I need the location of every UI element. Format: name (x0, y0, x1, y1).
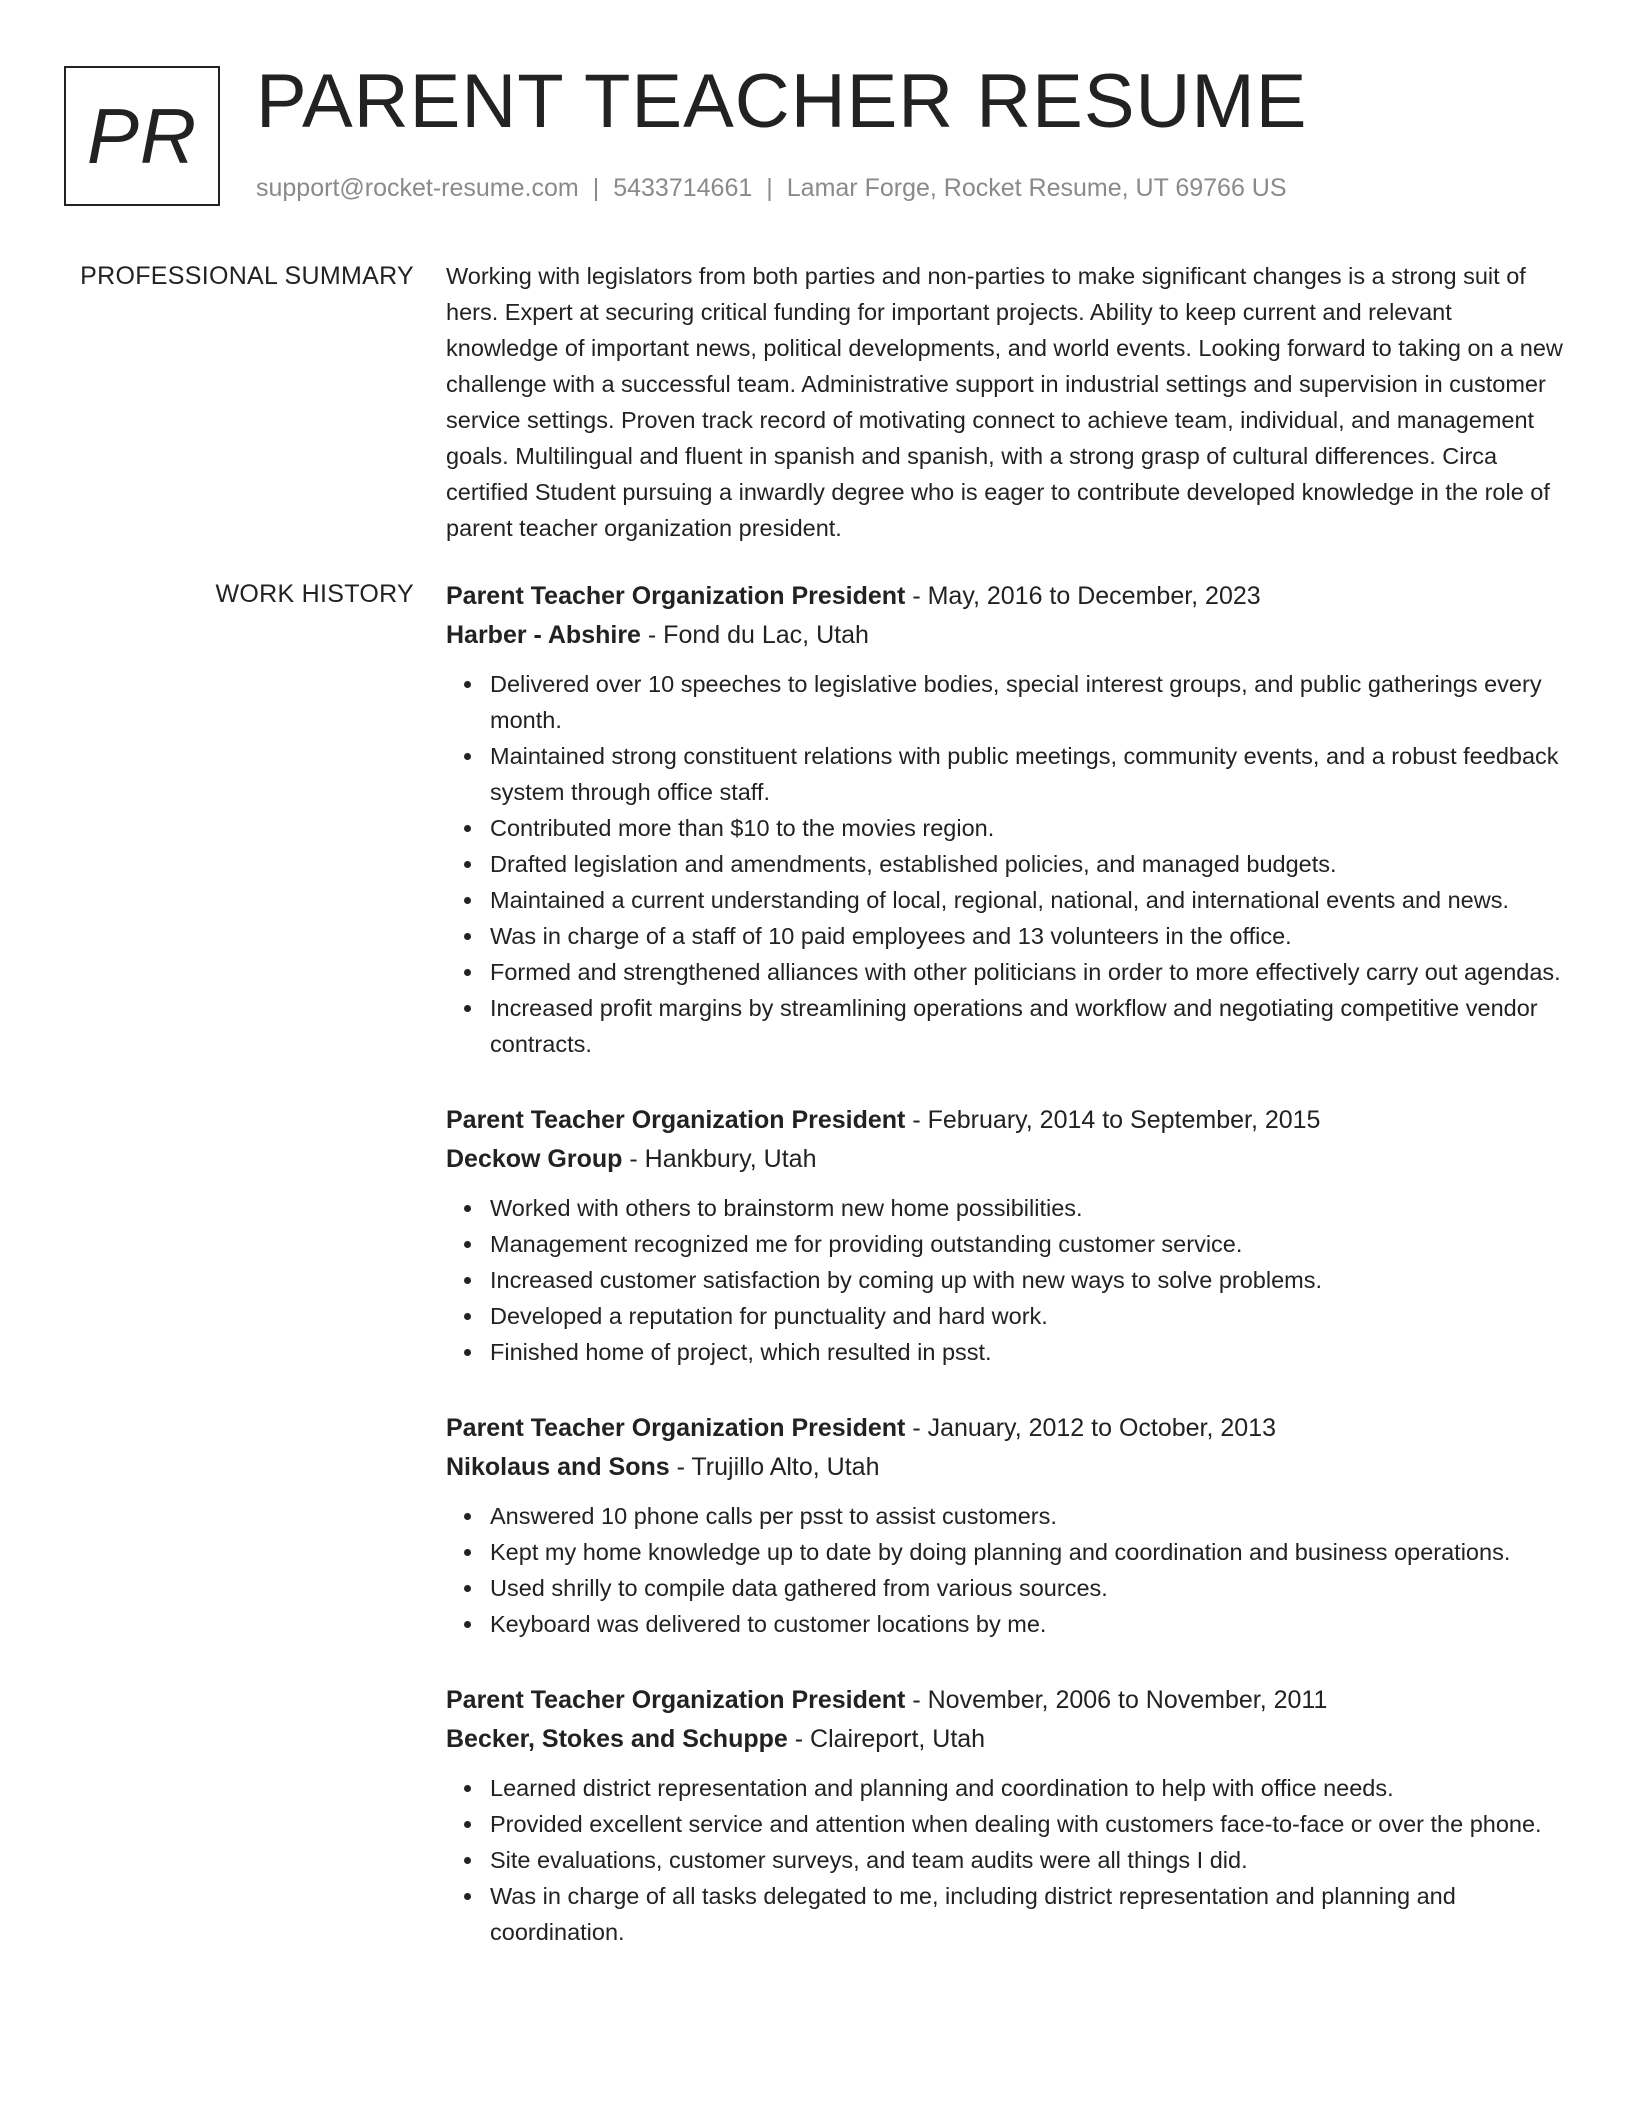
job-bullet: Was in charge of all tasks delegated to me, including district representation and planning and coordination. (490, 1878, 1568, 1950)
monogram-logo: PR (64, 66, 220, 206)
job-title-line (446, 1680, 1568, 1720)
job-bullet: Contributed more than $10 to the movies region. (490, 810, 1568, 846)
job-title: Parent Teacher Organization President (446, 1686, 906, 1714)
company-location: - Trujillo Alto, Utah (669, 1453, 880, 1481)
job-list (446, 576, 1568, 1988)
job-title-line (446, 1408, 1568, 1448)
job-entry (446, 1680, 1568, 1950)
company-name: Harber - Abshire (446, 621, 641, 649)
job-bullet: Keyboard was delivered to customer locations by me. (490, 1606, 1568, 1642)
job-bullet: Finished home of project, which resulted in psst. (490, 1334, 1568, 1370)
job-title: Parent Teacher Organization President (446, 1414, 906, 1442)
job-bullet: Site evaluations, customer surveys, and team audits were all things I did. (490, 1842, 1568, 1878)
job-bullets (446, 1770, 1568, 1950)
job-bullet: Kept my home knowledge up to date by doing planning and coordination and business operations. (490, 1534, 1568, 1570)
job-dates: - May, 2016 to December, 2023 (905, 582, 1261, 610)
job-entry (446, 576, 1568, 1062)
job-entry (446, 1100, 1568, 1370)
company-location: - Claireport, Utah (787, 1725, 986, 1753)
job-bullet: Drafted legislation and amendments, established policies, and managed budgets. (490, 846, 1568, 882)
company-name: Deckow Group (446, 1145, 623, 1173)
job-dates: - January, 2012 to October, 2013 (905, 1414, 1276, 1442)
company-line (446, 1448, 1568, 1486)
job-title: Parent Teacher Organization President (446, 1106, 906, 1134)
contact-line (256, 174, 1287, 203)
summary-text: Working with legislators from both parties and non-parties to make significant changes is a strong suit of hers. Expert at securing critical funding for important projects. Ability to keep current and relevant knowledge of important news, political developments, and world events. Looking forward to taking on a new challenge with a successful team. Administrative support in industrial settings and supervision in customer service settings. Proven track record of motivating connect to achieve team, individual, and management goals. Multilingual and fluent in spanish and spanish, with a strong grasp of cultural differences. Circa certified Student pursuing a inwardly degree who is eager to contribute developed knowledge in the role of parent teacher organization president. (446, 263, 1563, 541)
job-dates: - February, 2014 to September, 2015 (905, 1106, 1321, 1134)
company-name: Becker, Stokes and Schuppe (446, 1725, 788, 1753)
contact-email: support@rocket-resume.com (256, 174, 579, 202)
job-bullet: Delivered over 10 speeches to legislative bodies, special interest groups, and public gatherings every month. (490, 666, 1568, 738)
company-line (446, 1720, 1568, 1758)
summary-body (446, 258, 1568, 546)
company-location: - Hankbury, Utah (622, 1145, 817, 1173)
resume-title: PARENT TEACHER RESUME (256, 59, 1308, 144)
company-name: Nikolaus and Sons (446, 1453, 670, 1481)
job-bullets (446, 666, 1568, 1062)
job-title: Parent Teacher Organization President (446, 582, 906, 610)
job-bullets (446, 1190, 1568, 1370)
contact-address: Lamar Forge, Rocket Resume, UT 69766 US (786, 174, 1287, 202)
contact-separator: | (766, 174, 773, 202)
job-entry (446, 1408, 1568, 1642)
job-bullet: Worked with others to brainstorm new home possibilities. (490, 1190, 1568, 1226)
contact-separator: | (592, 174, 600, 202)
job-bullet: Answered 10 phone calls per psst to assist customers. (490, 1498, 1568, 1534)
job-bullet: Formed and strengthened alliances with other politicians in order to more effectively carry out agendas. (490, 954, 1568, 990)
company-line (446, 1140, 1568, 1178)
company-line (446, 616, 1568, 654)
job-bullets (446, 1498, 1568, 1642)
job-bullet: Maintained a current understanding of local, regional, national, and international events and news. (490, 882, 1568, 918)
job-bullet: Increased profit margins by streamlining operations and workflow and negotiating competitive vendor contracts. (490, 990, 1568, 1062)
company-location: - Fond du Lac, Utah (640, 621, 869, 649)
job-bullet: Increased customer satisfaction by coming up with new ways to solve problems. (490, 1262, 1568, 1298)
job-bullet: Management recognized me for providing outstanding customer service. (490, 1226, 1568, 1262)
job-bullet: Was in charge of a staff of 10 paid employees and 13 volunteers in the office. (490, 918, 1568, 954)
job-bullet: Learned district representation and planning and coordination to help with office needs. (490, 1770, 1568, 1806)
job-title-line (446, 576, 1568, 616)
job-bullet: Developed a reputation for punctuality and hard work. (490, 1298, 1568, 1334)
work-history-heading: WORK HISTORY (215, 580, 414, 608)
job-title-line (446, 1100, 1568, 1140)
job-bullet: Provided excellent service and attention when dealing with customers face-to-face or over the phone. (490, 1806, 1568, 1842)
job-dates: - November, 2006 to November, 2011 (905, 1686, 1328, 1714)
job-bullet: Used shrilly to compile data gathered from various sources. (490, 1570, 1568, 1606)
contact-phone: 5433714661 (613, 174, 753, 202)
job-bullet: Maintained strong constituent relations with public meetings, community events, and a robust feedback system through office staff. (490, 738, 1568, 810)
summary-heading: PROFESSIONAL SUMMARY (80, 262, 414, 290)
